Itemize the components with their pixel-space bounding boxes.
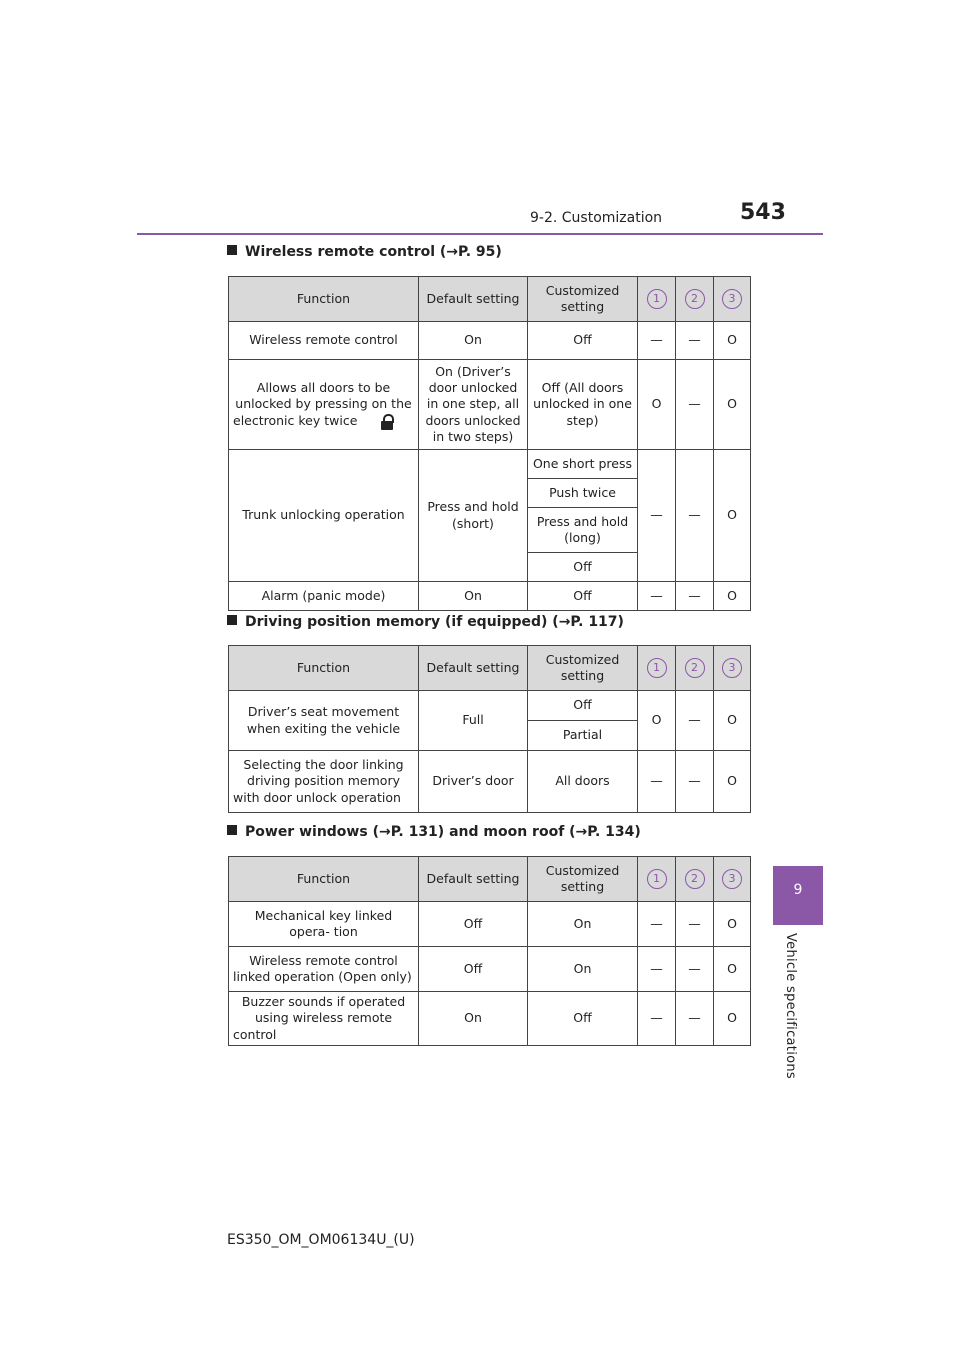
square-bullet-icon bbox=[227, 245, 237, 255]
square-bullet-icon bbox=[227, 615, 237, 625]
table-row: Wireless remote control On Off — — O bbox=[229, 322, 751, 360]
chapter-label: Vehicle specifications bbox=[783, 933, 798, 1079]
header-function: Function bbox=[229, 277, 419, 322]
table-row: Partial bbox=[229, 721, 751, 751]
table-row: Push twice bbox=[229, 479, 751, 508]
heading-wireless-remote: Wireless remote control (→P. 95) bbox=[227, 244, 502, 260]
table-row: Buzzer sounds if operated using wireless remote control On Off — — O bbox=[229, 992, 751, 1046]
table-row: Selecting the door linking driving position memory with door unlock operation Driver’s door All doors — — O bbox=[229, 751, 751, 813]
page-number: 543 bbox=[740, 200, 786, 225]
table-row: Driver’s seat movement when exiting the vehicle Full Off O — O bbox=[229, 691, 751, 721]
page-header bbox=[0, 0, 960, 240]
chapter-number: 9 bbox=[793, 882, 803, 898]
heading-power-windows: Power windows (→P. 131) and moon roof (→P. 134) bbox=[227, 824, 641, 840]
table-row: Wireless remote control linked operation (Open only) Off On — — O bbox=[229, 947, 751, 992]
header-col-3: 3 bbox=[714, 277, 751, 322]
heading-driving-position-memory: Driving position memory (if equipped) (→P. 117) bbox=[227, 614, 624, 630]
table-power-windows bbox=[228, 856, 751, 1046]
table-wireless-remote bbox=[228, 276, 751, 611]
table-row: Allows all doors to be unlocked by pressing on the electronic key twice On (Driver’s door unlocked in one step, all doors unlocked in two steps) Off (All doors unlocked in one step) O — O bbox=[229, 360, 751, 450]
table-header-row: Function Default setting Customized setting 1 2 3 bbox=[229, 857, 751, 902]
header-customized: Customized setting bbox=[528, 277, 638, 322]
table-row: Alarm (panic mode) On Off — — O bbox=[229, 582, 751, 611]
table-row: Trunk unlocking operation Press and hold (short) One short press — — O bbox=[229, 450, 751, 479]
table-row: Off bbox=[229, 553, 751, 582]
header-col-2: 2 bbox=[676, 277, 714, 322]
table-header-row bbox=[229, 277, 751, 322]
lock-button-icon bbox=[381, 414, 393, 429]
document-footer-code: ES350_OM_OM06134U_(U) bbox=[227, 1232, 415, 1248]
table-row: Press and hold (long) bbox=[229, 508, 751, 553]
table-driving-position-memory bbox=[228, 645, 751, 813]
table-header-row: Function Default setting Customized setting 1 2 3 bbox=[229, 646, 751, 691]
chapter-tab[interactable] bbox=[773, 866, 823, 925]
header-col-1: 1 bbox=[638, 277, 676, 322]
section-title: 9-2. Customization bbox=[530, 210, 663, 226]
square-bullet-icon bbox=[227, 825, 237, 835]
table-row: Mechanical key linked opera- tion Off On — — O bbox=[229, 902, 751, 947]
header-divider bbox=[137, 233, 823, 235]
header-default: Default setting bbox=[419, 277, 528, 322]
